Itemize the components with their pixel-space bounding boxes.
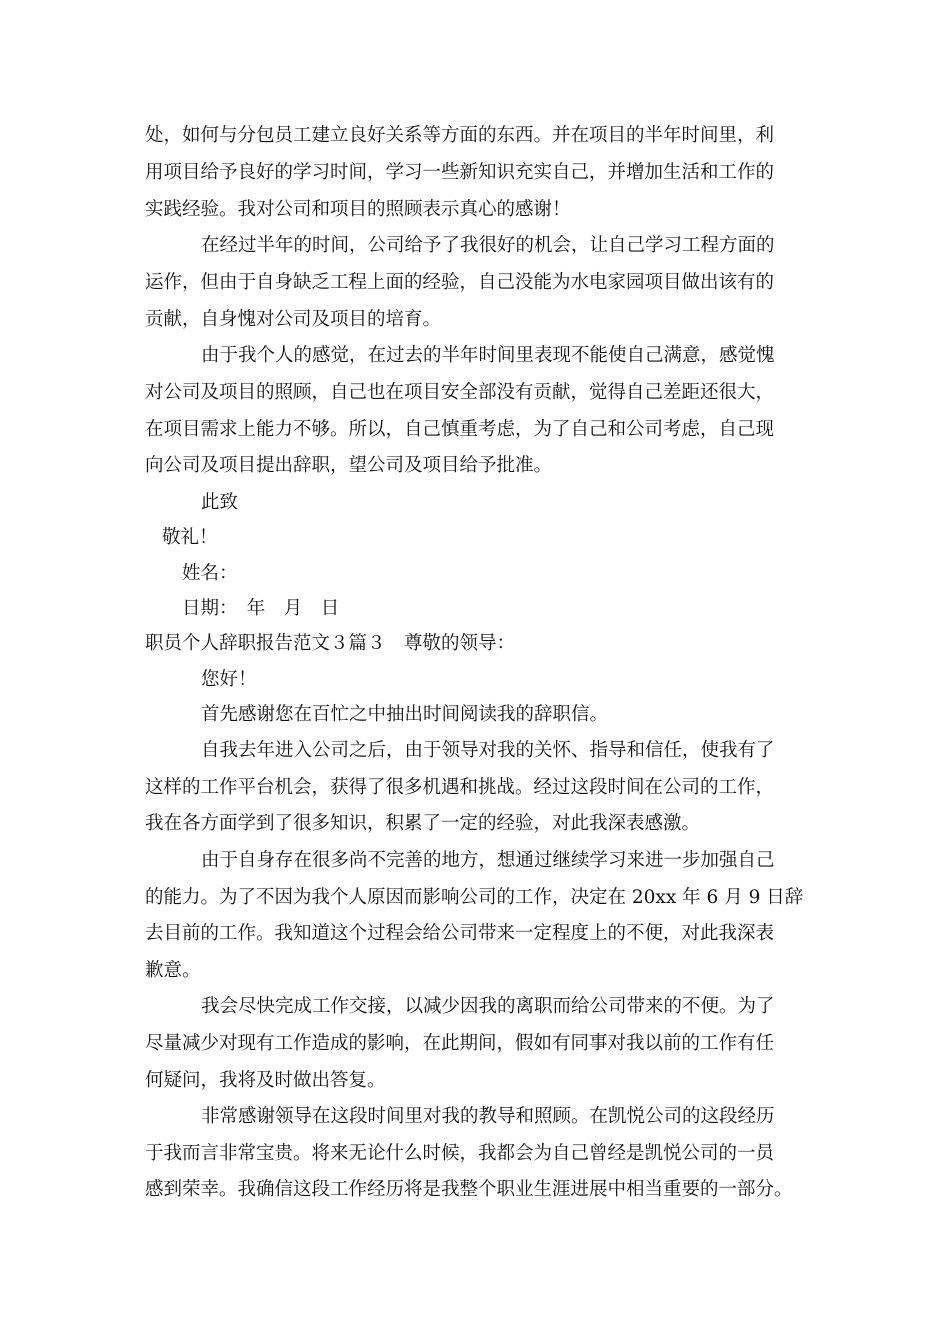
text-line: 于我而言非常宝贵。将来无论什么时候，我都会为自己曾经是凯悦公司的一员 [145,1143,775,1164]
paragraph-start-line: 自我去年进入公司之后，由于领导对我的关怀、指导和信任，使我有了 [201,740,775,761]
text-line: 我在各方面学到了很多知识，积累了一定的经验，对此我深表感激。 [145,813,701,834]
text-line: 的能力。为了不因为我个人原因而影响公司的工作，决定在 20xx 年 6 月 9 日辞 [145,887,804,908]
paragraph-start-line: 非常感谢领导在这段时间里对我的教导和照顾。在凯悦公司的这段经历 [201,1106,775,1127]
paragraph-start-line: 在经过半年的时间，公司给予了我很好的机会，让自己学习工程方面的 [201,235,775,256]
text-line: 用项目给予良好的学习时间，学习一些新知识充实自己，并增加生活和工作的 [145,162,775,183]
signature-date-field: 日期： 年 月 日 [182,598,340,619]
paragraph-start-line: 由于自身存在很多尚不完善的地方，想通过继续学习来进一步加强自己 [201,850,775,871]
text-line: 感到荣幸。我确信这段工作经历将是我整个职业生涯进展中相当重要的一部分。 [145,1179,793,1200]
greeting-line: 您好！ [201,669,257,690]
text-line: 去目前的工作。我知道这个过程会给公司带来一定程度上的不便，对此我深表 [145,923,775,944]
paragraph-start-line: 我会尽快完成工作交接，以减少因我的离职而给公司带来的不便。为了 [201,996,775,1017]
text-line: 向公司及项目提出辞职，望公司及项目给予批准。 [145,455,553,476]
paragraph-start-line: 由于我个人的感觉，在过去的半年时间里表现不能使自己满意，感觉愧 [201,345,775,366]
text-line: 处，如何与分包员工建立良好关系等方面的东西。并在项目的半年时间里，利 [145,125,775,146]
text-line: 在项目需求上能力不够。所以，自己慎重考虑，为了自己和公司考虑，自己现 [145,419,775,440]
text-line: 尽量减少对现有工作造成的影响，在此期间，假如有同事对我以前的工作有任 [145,1033,775,1054]
salutation-regards: 敬礼！ [162,527,218,548]
closing-greeting: 此致 [201,492,239,513]
text-line: 何疑问，我将及时做出答复。 [145,1070,386,1091]
text-line: 运作，但由于自身缺乏工程上面的经验，自己没能为水电家园项目做出该有的 [145,272,775,293]
signature-name-field: 姓名： [182,563,238,584]
paragraph-start-line: 首先感谢您在百忙之中抽出时间阅读我的辞职信。 [201,704,609,725]
section-heading: 职员个人辞职报告范文３篇３ 尊敬的领导： [145,633,516,654]
text-line: 歉意。 [145,960,201,981]
text-line: 对公司及项目的照顾，自己也在项目安全部没有贡献，觉得自己差距还很大， [145,382,775,403]
text-line: 贡献，自身愧对公司及项目的培育。 [145,309,442,330]
text-line: 这样的工作平台机会，获得了很多机遇和挑战。经过这段时间在公司的工作， [145,777,775,798]
text-line: 实践经验。我对公司和项目的照顾表示真心的感谢！ [145,199,571,220]
